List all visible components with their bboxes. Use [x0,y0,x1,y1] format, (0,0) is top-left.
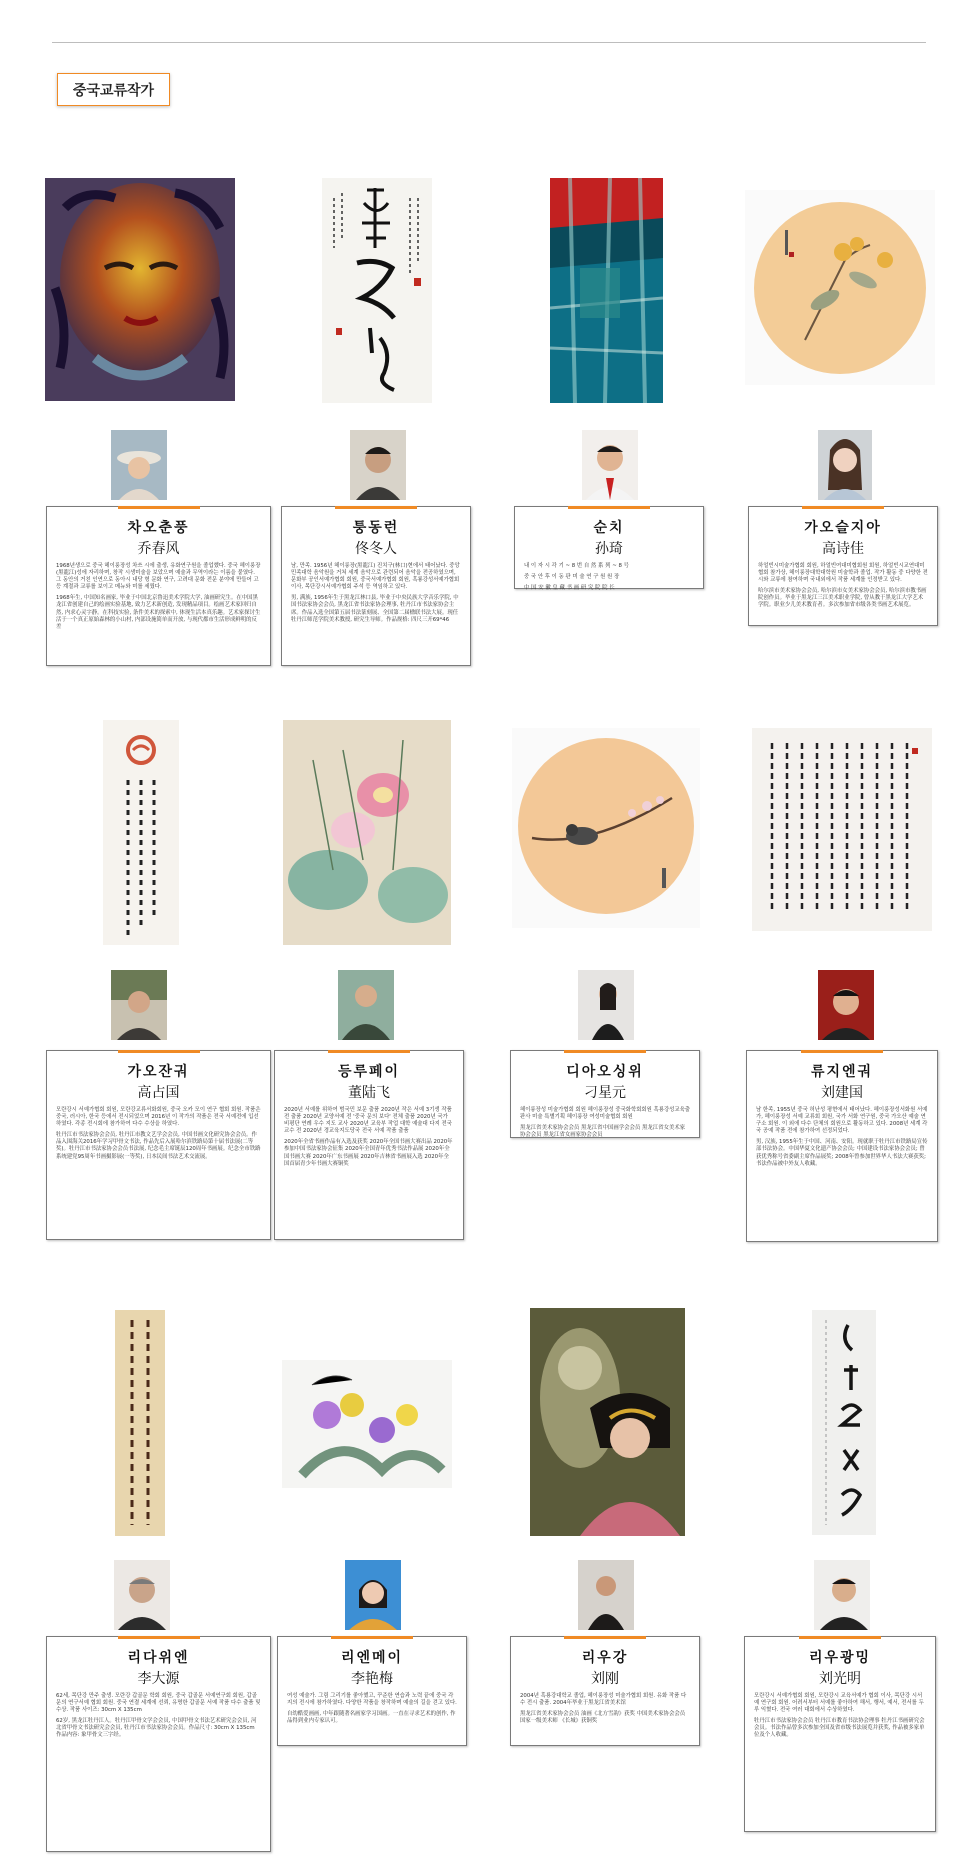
artist-name-chinese: 刘建国 [821,1085,863,1101]
artist-bio: 남, 만족. 1956년 헤이룽장(黑龍江) 진치구(林口)현에서 태어났다. 중앙민족대학 음악원을 거쳐 세계 음악으로 관련되어 음악을 전공하였으며, 문화부 공인서예가협회 회원, 중국서예가협회 회원, 흑룡강성서예가협회 이사, 목단강시서예가협회 주석 등 역임하고 있다. [291,563,460,591]
artist-name-chinese: 佟冬人 [355,541,397,557]
artist-bio: 2020년 서예를 위하여 범국민 보문 출품 2020년 작은 서예 3기생 작품전 출품 2020년 교양서예 전 '중국 문의 보다' 전체 출품 2020년 국가 비평단 연례 우수 지도 교사 2020년 교육부 작업 대학 예술대 다지 전국 교수 전 2020년 경교육지도당국 전국 서예 작품 출품 [284,1107,452,1135]
artist-name-chinese: 刁星元 [584,1085,626,1101]
artist-name-korean: 디아오싱위 [566,1064,644,1080]
artist-bio: 중 국 안 후 이 동 판 미 술 연 구 원 원 장 [524,574,620,581]
artist-name-korean: 리우강 [581,1650,629,1666]
artist-bio: 黑龙江省美术家协会会员 黑龙江省中国画学会会员 黑龙江省女美术家协会会员 黑龙江省女画家协会会员 [520,1125,686,1139]
artist-photo [345,1560,401,1630]
artist-photo [111,430,167,500]
artist-bio: 1968年生, 中国知名画家, 毕业于中国北京鲁迅美术学院大学, 油画研究生。在中国黑龙江省创建自己的绘画实验基地, 致力艺术新创造, 发现精品项目。绘画艺术家回归自然, 内求心灵字静。在科技实验, 条件美术的探索中, 体现生活本真乐趣。艺术家探讨生活于一个真正原始森林的小山村, 内部设施简单而开放, 与现代都市生活形成鲜明的反差 [56,595,261,630]
artist-name-korean: 퉁동런 [352,520,400,536]
card-accent-bar [802,506,884,509]
artist-card [46,1050,271,1240]
artist-bio: 헤이룽장성 미술가협회 회원 헤이룽장성 중국화학회회원 흑룡강성교육출판사 미술 특별기획 헤이룽장 여성미술협회 회원 [520,1107,690,1121]
artist-photo [338,970,394,1040]
artist-photo [350,430,406,500]
artist-bio: 自幼酷爱画画, 中年跟随著名画家学习国画。一直在寻求艺术的创作, 作品得到业内专家认可。 [287,1711,456,1725]
artist-name-chinese: 高占国 [137,1085,180,1101]
artist-photo [818,970,874,1040]
card-accent-bar [118,1636,200,1639]
artwork-oracle-bone-scroll [115,1310,165,1536]
artist-name-korean: 류지엔궈 [810,1064,874,1080]
artwork-calligraphy-regular-script [752,728,932,931]
artwork-figure-painting [530,1308,685,1536]
artist-photo [111,970,167,1040]
artist-bio: 中 国 安 徽 皇 藏 书 画 研 究 院 院 长 [524,585,615,592]
artist-bio: 62세, 목단강 만주 출생. 모란강 갑골문 학회 회원, 중국 갑골문 서예연구회 회원, 갑골문의 연구서예 협회 회원. 중국 연결 세계에 선뢰, 유명한 갑골문 서예 작품 다수 출품 및 수상. 작품 사이즈: 30cm X 135cm [56,1693,261,1714]
section-title: 중국교류작가 [57,73,170,106]
artist-card [514,506,704,592]
artist-card [510,1050,700,1138]
artwork-lotus-painting [283,720,451,945]
artist-bio: 哈尔滨市美术家协会会员, 哈尔滨市女美术家协会会员, 哈尔滨市教书画院创作员。毕业于黑龙江三江美术职业学院, 曾从教于黑龙江大学艺术学院。职业少儿美术教育者。多次参加省市级各类书画艺术展览。 [758,588,927,609]
artwork-chrysanthemum-painting [282,1360,452,1488]
artist-card [510,1636,700,1746]
artist-bio: 모란강시 서예가협회 회원, 모란강시 교육서예가 협회 이사, 목단강 시서예 연구회 회원. 어려서부터 서예를 좋아하여 해서, 행서, 예서, 전서를 두루 익혔다. 전국 여러 대회에서 수상하였다. [754,1693,924,1714]
card-accent-bar [568,506,650,509]
artist-bio: 2004년 흑룡강대학교 졸업, 헤이룽장성 미술가협회 회원. 유화 작품 다수 전시 출품. 2004年毕业于黑龙江省美术馆 [520,1693,687,1707]
artwork-abstract-painting [550,178,663,403]
artist-bio: 男, 满族, 1956年生于黑龙江林口县, 毕业于中央民族大学音乐学院, 中国书法家协会会员, 黑龙江省书法家协会理事, 牡丹江市书法家协会主席。作品入选全国第五届书法篆刻展、全国第二届楹联书法大展。现任牡丹江师范学院美术教授, 研究生导师。作品规格: 四尺三开69*46 [291,595,459,623]
artist-bio: 모란강시 서예가협회 회원, 모란강교류서화회원, 중국 오카 모이 연구 협회 회원. 작품은 중국, 러시아, 한국 등에서 전시되었으며 2016년 이 작가의 작품은 전국 서예전에 입선하였다. 각종 전시회에 참가하여 다수 수상을 하였다. [56,1107,261,1128]
artist-card [46,506,271,666]
artist-name-chinese: 乔春风 [137,541,180,557]
artist-name-chinese: 孙琦 [595,541,623,557]
artist-bio: 남 한족, 1955년 중국 허난성 평현에서 태어났다. 헤이룽장성서화원 서예가, 헤이룽장성 서예 교류회 회원, 국가 서화 연구원, 중국 가오산 예술 연구소 회원. 이 외에 다수 단체의 회원으로 활동하고 있다. 2008년 세계 각국 공예 작품 전에 참가하여 선정되었다. [756,1107,928,1135]
artist-name-chinese: 董陆飞 [348,1085,390,1101]
artist-photo [578,1560,634,1630]
artist-bio: 1968년생으로 중국 헤이룽장성 차쓰 시에 출생, 유화연구원을 졸업했다. 중국 헤이룽장(黑龍江)성에 자리하며, 창작 시생미술을 보았으며 예술과 무역이라는 이름을 붙였다. 그 동안의 거친 인연으로 동아시 내당 형 문화 연구, 고려대 문화 전문 분야에 만들어 고등 계절과 교류를 보이고 메뉴와 미를 세웠다. [56,563,261,591]
top-divider [52,42,926,43]
artist-photo [582,430,638,500]
artist-name-korean: 차오춘풍 [127,520,190,536]
artist-name-chinese: 高诗佳 [822,541,864,557]
artist-name-korean: 등루페이 [337,1064,401,1080]
artwork-portrait-painting [45,178,235,401]
artist-bio: 하얼빈시미술가협회 회원, 하얼빈여대미협회원 회원, 하얼빈시교연대미협회 참가상, 헤이룽장대학대학원 미술학과 졸업. 작가 활동 중 다양한 전시와 교류에 참여하며 국내외에서 작품 세계를 인정받고 있다. [758,563,928,584]
artist-photo [814,1560,870,1630]
artwork-seal-script-couplet [812,1310,876,1535]
artist-bio: 牡丹江市书法家协会会员, 牡丹江市教文艺学会会员, 中国书画文化研究协会会员。作品入围海关2016年学习甲骨文书法, 作品先后入展哈尔滨铁路局第十届书法展(二等奖)。牡丹江市书法家协会会员书法展, 纪念毛主席诞辰120周年书画展。纪念全市铁路系统建党95周年书画摄影展(一等奖), 日本民间书法艺术交流展。 [56,1132,261,1160]
artist-bio: 2020年全省书画作品有入选及获奖 2020年全国书画大赛出品 2020年参加中国书法家协会征集 2020年全国青年优秀书法作品展 2020年全国书画大赛 2020年广东书画展 2020年吉林省书画展入选 2020年全国首届青少年书画大赛铜奖 [284,1139,453,1167]
artist-card [281,506,471,666]
artist-card [744,1636,936,1832]
card-accent-bar [331,1636,413,1639]
artist-card [46,1636,271,1852]
artist-name-korean: 순치 [593,520,625,536]
artwork-seal-script-scroll [103,720,179,945]
artist-card [277,1636,467,1746]
artist-name-chinese: 李大源 [137,1671,180,1687]
artist-card [274,1050,464,1240]
card-accent-bar [799,1636,881,1639]
artist-bio: 男, 汉族, 1955年生于中国、河南、安阳。现就职于牡丹江市铁路局宣传部书法协会。中国华夏文化遗产协会会员; 中国建设书法家协会会员; 曾获优秀称号省委副主席作品展奖; 2008年曾参加世界华人书法大赛获奖; 书法作品被中外友人收藏。 [756,1139,928,1167]
card-accent-bar [118,506,200,509]
artist-bio: 62岁, 黑龙江牡丹江人。牡丹江甲骨文学会会员, 中国甲骨文书法艺术研究会会员, 河北省甲骨文书法研究会会员, 牡丹江市书法家协会会员。作品尺寸: 30cm X 135cm 作品内容: 象甲骨文三字经。 [56,1718,257,1739]
artist-name-chinese: 李艳梅 [351,1671,393,1687]
artist-name-korean: 리다위엔 [127,1650,190,1666]
artist-bio: 내 이 자 시 각 기 ~ 8 번 自 然 系 列 ~ 8 号 [524,563,630,569]
artist-bio: 黑龙江省美术家协会会员 油画《北方雪韵》获奖 中国美术家协会会员 国家一级美术师 《长城》获铜奖 [520,1711,686,1725]
card-accent-bar [564,1636,646,1639]
artist-name-chinese: 刘刚 [591,1671,619,1687]
artist-bio: 여성 예술가. 그림 그리기를 좋아했고, 꾸준한 연습과 노력 끝에 중국 각지의 전시에 참가하였다. 다양한 작품을 창작하며 예술의 길을 걷고 있다. [287,1693,457,1707]
artwork-calligraphy-scroll [322,178,432,403]
card-accent-bar [328,1050,410,1053]
artist-photo [114,1560,170,1630]
artist-card [746,1050,938,1242]
artist-photo [818,430,872,500]
artwork-round-bird-painting [512,728,700,928]
artist-name-korean: 가오잔궈 [127,1064,190,1080]
artist-name-korean: 리엔메이 [340,1650,404,1666]
artist-photo [578,970,634,1040]
artist-name-korean: 리우광밍 [808,1650,872,1666]
artist-name-chinese: 刘光明 [819,1671,861,1687]
artist-name-korean: 가오슬지아 [804,520,882,536]
card-accent-bar [335,506,417,509]
card-accent-bar [564,1050,646,1053]
artwork-round-fan-painting [745,190,935,385]
card-accent-bar [801,1050,883,1053]
artist-card [748,506,938,626]
card-accent-bar [118,1050,200,1053]
artist-bio: 牡丹江市书法家协会会员 牡丹江市教育书法协会理事 牡丹江书画研究会会员。书法作品曾多次参加全国及省市级书法展览并获奖, 作品被多家单位及个人收藏。 [754,1718,925,1739]
